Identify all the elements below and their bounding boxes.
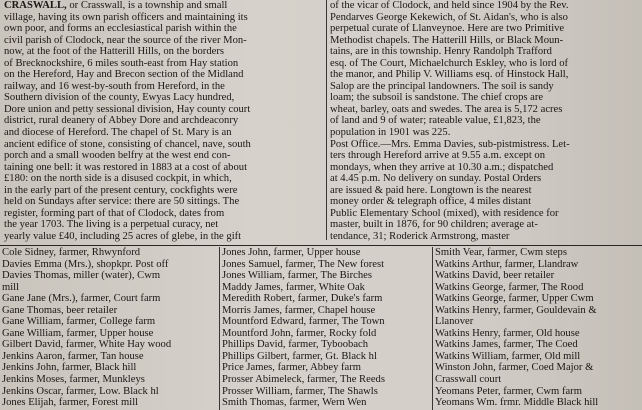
directory-entry: Smith Vear, farmer, Cwm steps [435,247,567,258]
directory-entry: Gane William, farmer, Upper house [2,327,154,339]
entry-line: loam; the subsoil is sandstone. The chief crops are [330,92,544,104]
directory-entry: Prosser William, farmer, The Shawls [222,385,378,397]
directory-entry: Jones Samuel, farmer, The New forest [222,258,385,270]
entry-line: in the early part of the present century, cockfights were [4,184,238,196]
directory-entry: mill [2,281,20,293]
entry-line: at 4.45 p.m. No delivery on sunday. Postal Orders [330,173,542,185]
entry-line: of the vicar of Clodock, and held since 1904 by the Rev. [330,0,569,11]
directory-entry: Watkins David, beer retailer [435,270,555,282]
entry-line: of Brecknockshire, 6 miles south-east from Hay station [4,57,239,69]
directory-list-1 [2,247,217,409]
directory-entry: Watkins William, farmer, Old mill [435,350,581,362]
directory-entry: Gane Jane (Mrs.), farmer, Court farm [2,293,161,305]
entry-line: district, rural deanery of Abbey Dore and archdeaconry [4,115,239,127]
entry-line: mondays, when they arrive at 10.30 a.m.; dispatched [330,161,554,173]
entry-line: tendance, 31; Roderick Armstrong, master [330,230,510,242]
entry-line: on the Hereford, Hay and Brecon section of the Midland [4,69,244,81]
entry-text-right [330,0,640,242]
entry-line: Methodist chapels. The Hatterill Hills, or Black Moun- [330,34,564,46]
entry-line: register, forming part of that of Clodock, dates from [4,207,225,219]
list-divider-1 [219,247,220,410]
directory-entry: Jenkins Moses, farmer, Munkleys [2,374,145,386]
directory-entry: Jones William, farmer, The Birches [222,270,372,282]
directory-entry: Crasswall court [435,374,502,386]
entry-line: the manor, and Philip V. Williams esq. of Hinstock Hall, [330,69,569,81]
place-name: CRASWALL, [4,0,67,11]
entry-line: perpetual curate of Llanveynoe. Here are two Primitive [330,23,565,35]
entry-line: are issued & paid here. Longtown is the nearest [330,184,532,196]
entry-line: ancient edifice of stone, consisting of chancel, nave, south [4,138,251,150]
list-divider-2 [432,247,433,410]
directory-entry: Cole Sidney, farmer, Rhwynford [2,247,141,258]
directory-entry: Jones Elijah, farmer, Forest mill [2,397,139,409]
directory-entry: Watkins James, farmer, The Coed [435,339,578,351]
directory-entry: Price James, farmer, Abbey farm [222,362,362,374]
entry-line: wheat, barley, oats and swedes. The area is 5,172 acres [330,103,563,115]
entry-line: money order & telegraph office, 4 miles distant [330,196,532,208]
directory-entry: Smith Thomas, farmer, Wern Wen [222,397,367,409]
entry-line: village, having its own parish officers and maintaining its [4,11,248,23]
entry-line: taining one bell: it was restored in 1883 at a cost of about [4,161,248,173]
directory-entry: Jones John, farmer, Upper house [222,247,361,258]
entry-line: CRASWALL, or Crasswall, is a township and small [4,0,228,11]
entry-line: Salop are the principal landowners. The soil is sandy [330,80,554,92]
directory-entry: Watkins Arthur, farmer, Llandraw [435,258,579,270]
directory-entry: Watkins Henry, farmer, Gouldevain & [435,304,597,316]
directory-entry: Llanover [435,316,474,328]
entry-line: railway, and 16 west-by-south from Hereford, in the [4,80,225,92]
directory-entry: Mountford John, farmer, Rocky fold [222,327,377,339]
entry-line: master, built in 1876, for 90 children; average at- [330,219,538,231]
entry-line: of land and 9 of water; rateable value, £1,823, the [330,115,541,127]
entry-line: tains, are in this township. Henry Randolph Trafford [330,46,552,58]
directory-column-1 [2,247,217,409]
directory-entry: Jenkins Oscar, farmer, Low. Black hl [2,385,159,397]
directory-entry: Jenkins Aaron, farmer, Tan house [2,350,144,362]
directory-entry: Watkins George, farmer, Upper Cwm [435,293,594,305]
entry-line: ters through Hereford arrive at 9.55 a.m. except on [330,150,546,162]
entry-line: held on Sundays after service: there are 50 sittings. The [4,196,240,208]
entry-line: Post Office.—Mrs. Emma Davies, sub-pistmistress. Let- [330,138,570,150]
directory-list-3 [435,247,641,409]
directory-entry: Davies Emma (Mrs.), shopkpr. Post off [2,258,169,270]
directory-entry: Phillips David, farmer, Tyboobach [222,339,369,351]
entry-line: Pendarves George Kekewich, of St. Aidan's, who is also [330,11,568,23]
entry-line: esq. of The Court, Michaelchurch Eskley, who is lord of [330,57,569,69]
directory-entry: Gane William, farmer, College farm [2,316,156,328]
entry-line: yearly value £40, including 25 acres of glebe, in the gift [4,230,242,242]
directory-entry: Phillips Gilbert, farmer, Gt. Black hl [222,350,377,362]
directory-entry: Winston John, farmer, Coed Major & [435,362,594,374]
directory-entry: Prosser Abimeleck, farmer, The Reeds [222,374,385,386]
entry-column-right [330,0,640,242]
directory-list-2 [222,247,430,409]
directory-entry: Davies Thomas, miller (water), Cwm [2,270,161,282]
directory-entry: Yeomans Peter, farmer, Cwm farm [435,385,582,397]
entry-line: Southern division of the county, Ewyas Lacy hundred, [4,92,235,104]
entry-line: Dore union and petty sessional division, Hay county court [4,103,251,115]
entry-line: £180: on the north side is a disused cockpit, in which, [4,173,232,185]
directory-column-3 [435,247,641,409]
entry-line: own poor, and forms an ecclesiastical parish within the [4,23,237,35]
directory-entry: Watkins Henry, farmer, Old house [435,327,580,339]
entry-line: now, at the foot of the Hatterill Hills, on the borders [4,46,224,58]
directory-entry: Meredith Robert, farmer, Duke's farm [222,293,383,305]
entry-column-left [4,0,322,242]
directory-entry: Gane Thomas, beer retailer [2,304,118,316]
directory-entry: Yeomans Wm. frmr. Middle Black hill [435,397,599,409]
directory-entry: Morris James, farmer, Chapel house [222,304,376,316]
entry-line: Public Elementary School (mixed), with residence for [330,207,559,219]
entry-line: civil parish of Clodock, near the source of the river Mon- [4,34,247,46]
directory-column-2 [222,247,430,409]
directory-entry: Maddy James, farmer, White Oak [222,281,365,293]
entry-line: population in 1901 was 225. [330,127,451,139]
entry-line: the year 1703. The living is a perpetual curacy, net [4,219,219,231]
entry-line: porch and a small wooden belfry at the west end con- [4,150,231,162]
entry-line: and diocese of Hereford. The chapel of St. Mary is an [4,127,232,139]
directory-entry: Jenkins John, farmer, Black hill [2,362,137,374]
directory-entry: Watkins George, farmer, The Rood [435,281,584,293]
directory-entry: Gilbert David, farmer, White Hay wood [2,339,172,351]
section-rule [0,245,642,246]
directory-entry: Mountford Edward, farmer, The Town [222,316,385,328]
entry-text-left [4,0,322,242]
column-divider [326,0,327,240]
